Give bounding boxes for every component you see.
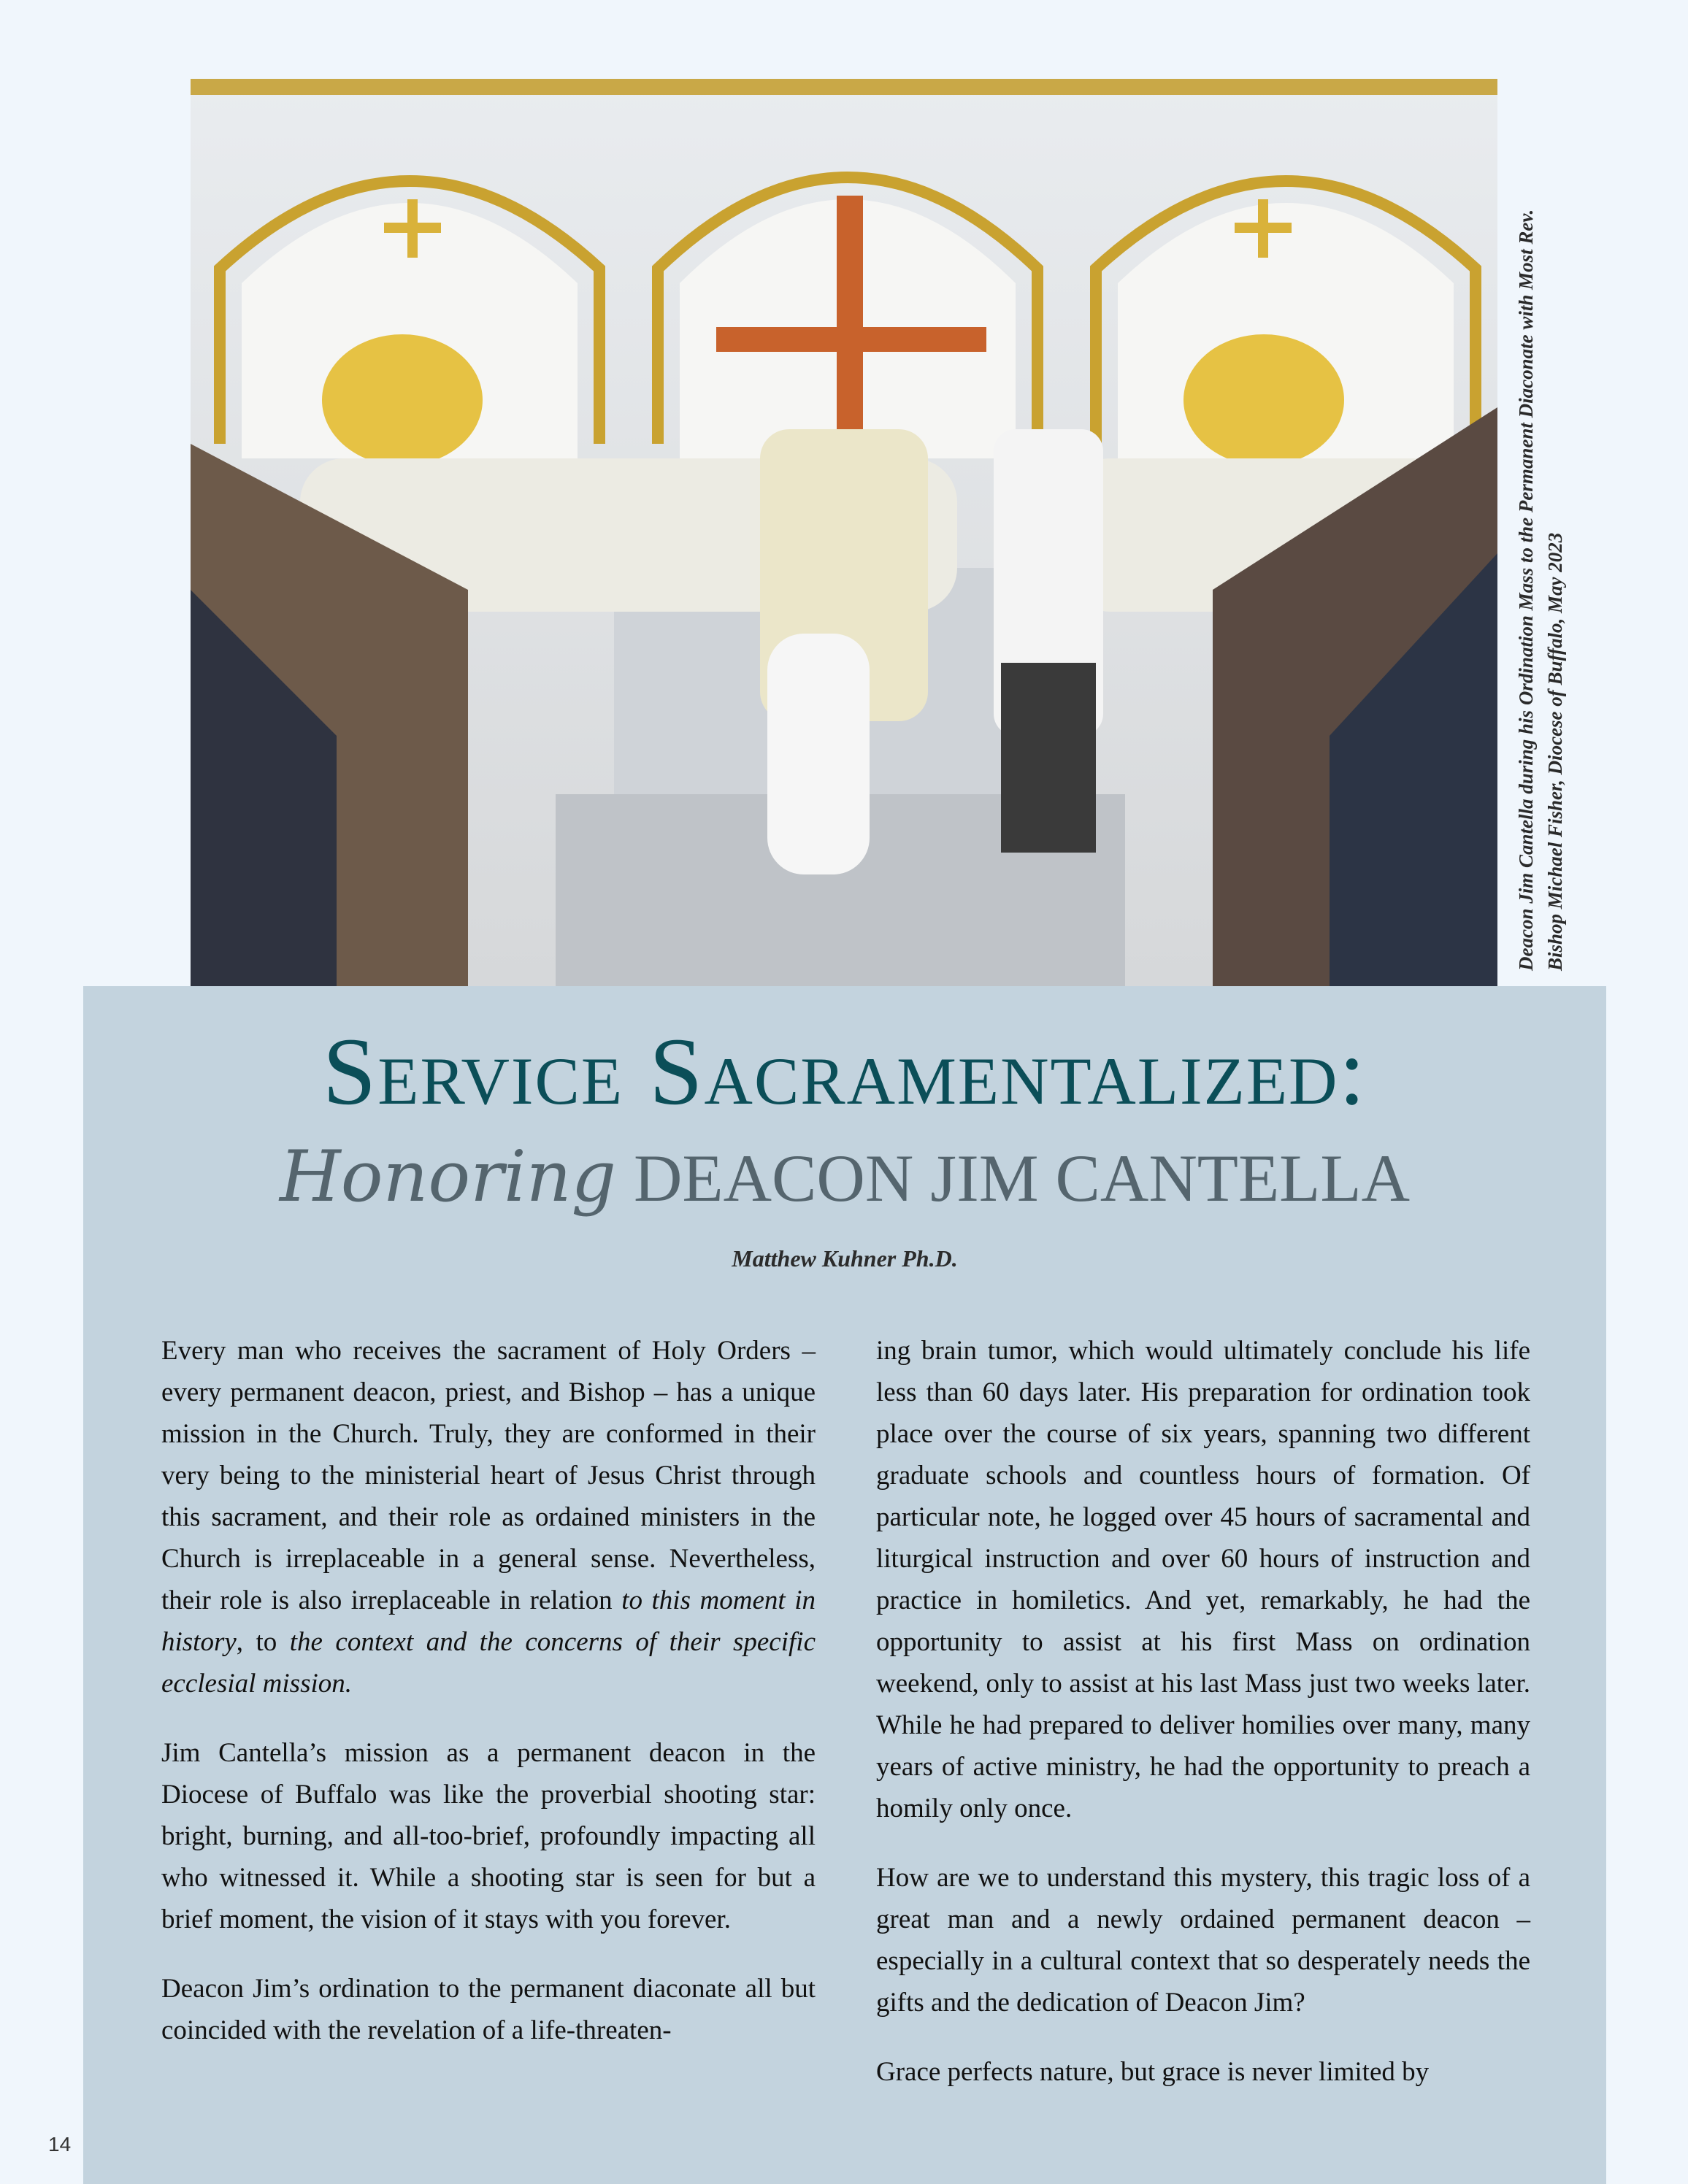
caption-line-1: Deacon Jim Cantella during his Ordination Mass to the Permanent Diaconate with Most Rev.: [1515, 209, 1537, 971]
right-column: [876, 1330, 1530, 2120]
caption-line-2: Bishop Michael Fisher, Diocese of Buffalo, May 2023: [1544, 532, 1566, 971]
page-number: 14: [48, 2133, 72, 2156]
left-column: [161, 1330, 816, 2079]
article-subtitle: [83, 1136, 1606, 1218]
italic-text: the context and the concerns of their specific ecclesial mission.: [161, 1627, 816, 1699]
paragraph: How are we to understand this mystery, this tragic loss of a great man and a newly ordained permanent deacon – especially in a cultural context that so desperately needs the gifts and the dedication of Deacon Jim?: [876, 1863, 1530, 2018]
text: Every man who receives the sacrament of Holy Orders – every permanent deacon, priest, and Bishop – has a unique mission in the Church. Truly, they are conformed in their very being to the ministerial heart of Jesus Christ through this sacrament, and their role as ordained ministers in the Church is irreplaceable in a general sense. Nevertheless, their role is also irreplaceable in relation: [161, 1336, 816, 1615]
italic-text: to this moment in history: [161, 1585, 816, 1657]
text: , to: [236, 1627, 290, 1657]
article-title: Service Sacramentalized:: [322, 1018, 1367, 1125]
subtitle-script: Honoring: [279, 1136, 616, 1218]
paragraph: ing brain tumor, which would ultimately conclude his life less than 60 days later. His preparation for ordination took place over the course of six years, spanning two different graduate schools and countless hours of formation. Of particular note, he logged over 45 hours of sacramental and liturgical instruction and over 60 hours of instruction and practice in homiletics. And yet, remarkably, he had the opportunity to assist at his first Mass on ordination weekend, only to assist at his last Mass just two weeks later. While he had prepared to deliver homilies over many, many years of active ministry, he had the opportunity to preach a homily only once.: [876, 1336, 1530, 1823]
photo-caption: [1511, 131, 1570, 971]
author-byline: Matthew Kuhner Ph.D.: [732, 1245, 958, 1272]
paragraph: Deacon Jim’s ordination to the permanent diaconate all but coincided with the revelation of a life-threaten-: [161, 1974, 816, 2045]
subtitle-name: DEACON JIM CANTELLA: [633, 1141, 1411, 1215]
paragraph: Jim Cantella’s mission as a permanent deacon in the Diocese of Buffalo was like the proverbial shooting star: bright, burning, and all-too-brief, profoundly impacting all who witnessed it. While a shooting star is seen for but a brief moment, the vision of it stays with you forever.: [161, 1738, 816, 1934]
paragraph: [161, 1330, 816, 1704]
article-panel: [83, 986, 1606, 2184]
ordination-photo: [191, 79, 1497, 986]
paragraph: Grace perfects nature, but grace is never limited by: [876, 2057, 1430, 2087]
